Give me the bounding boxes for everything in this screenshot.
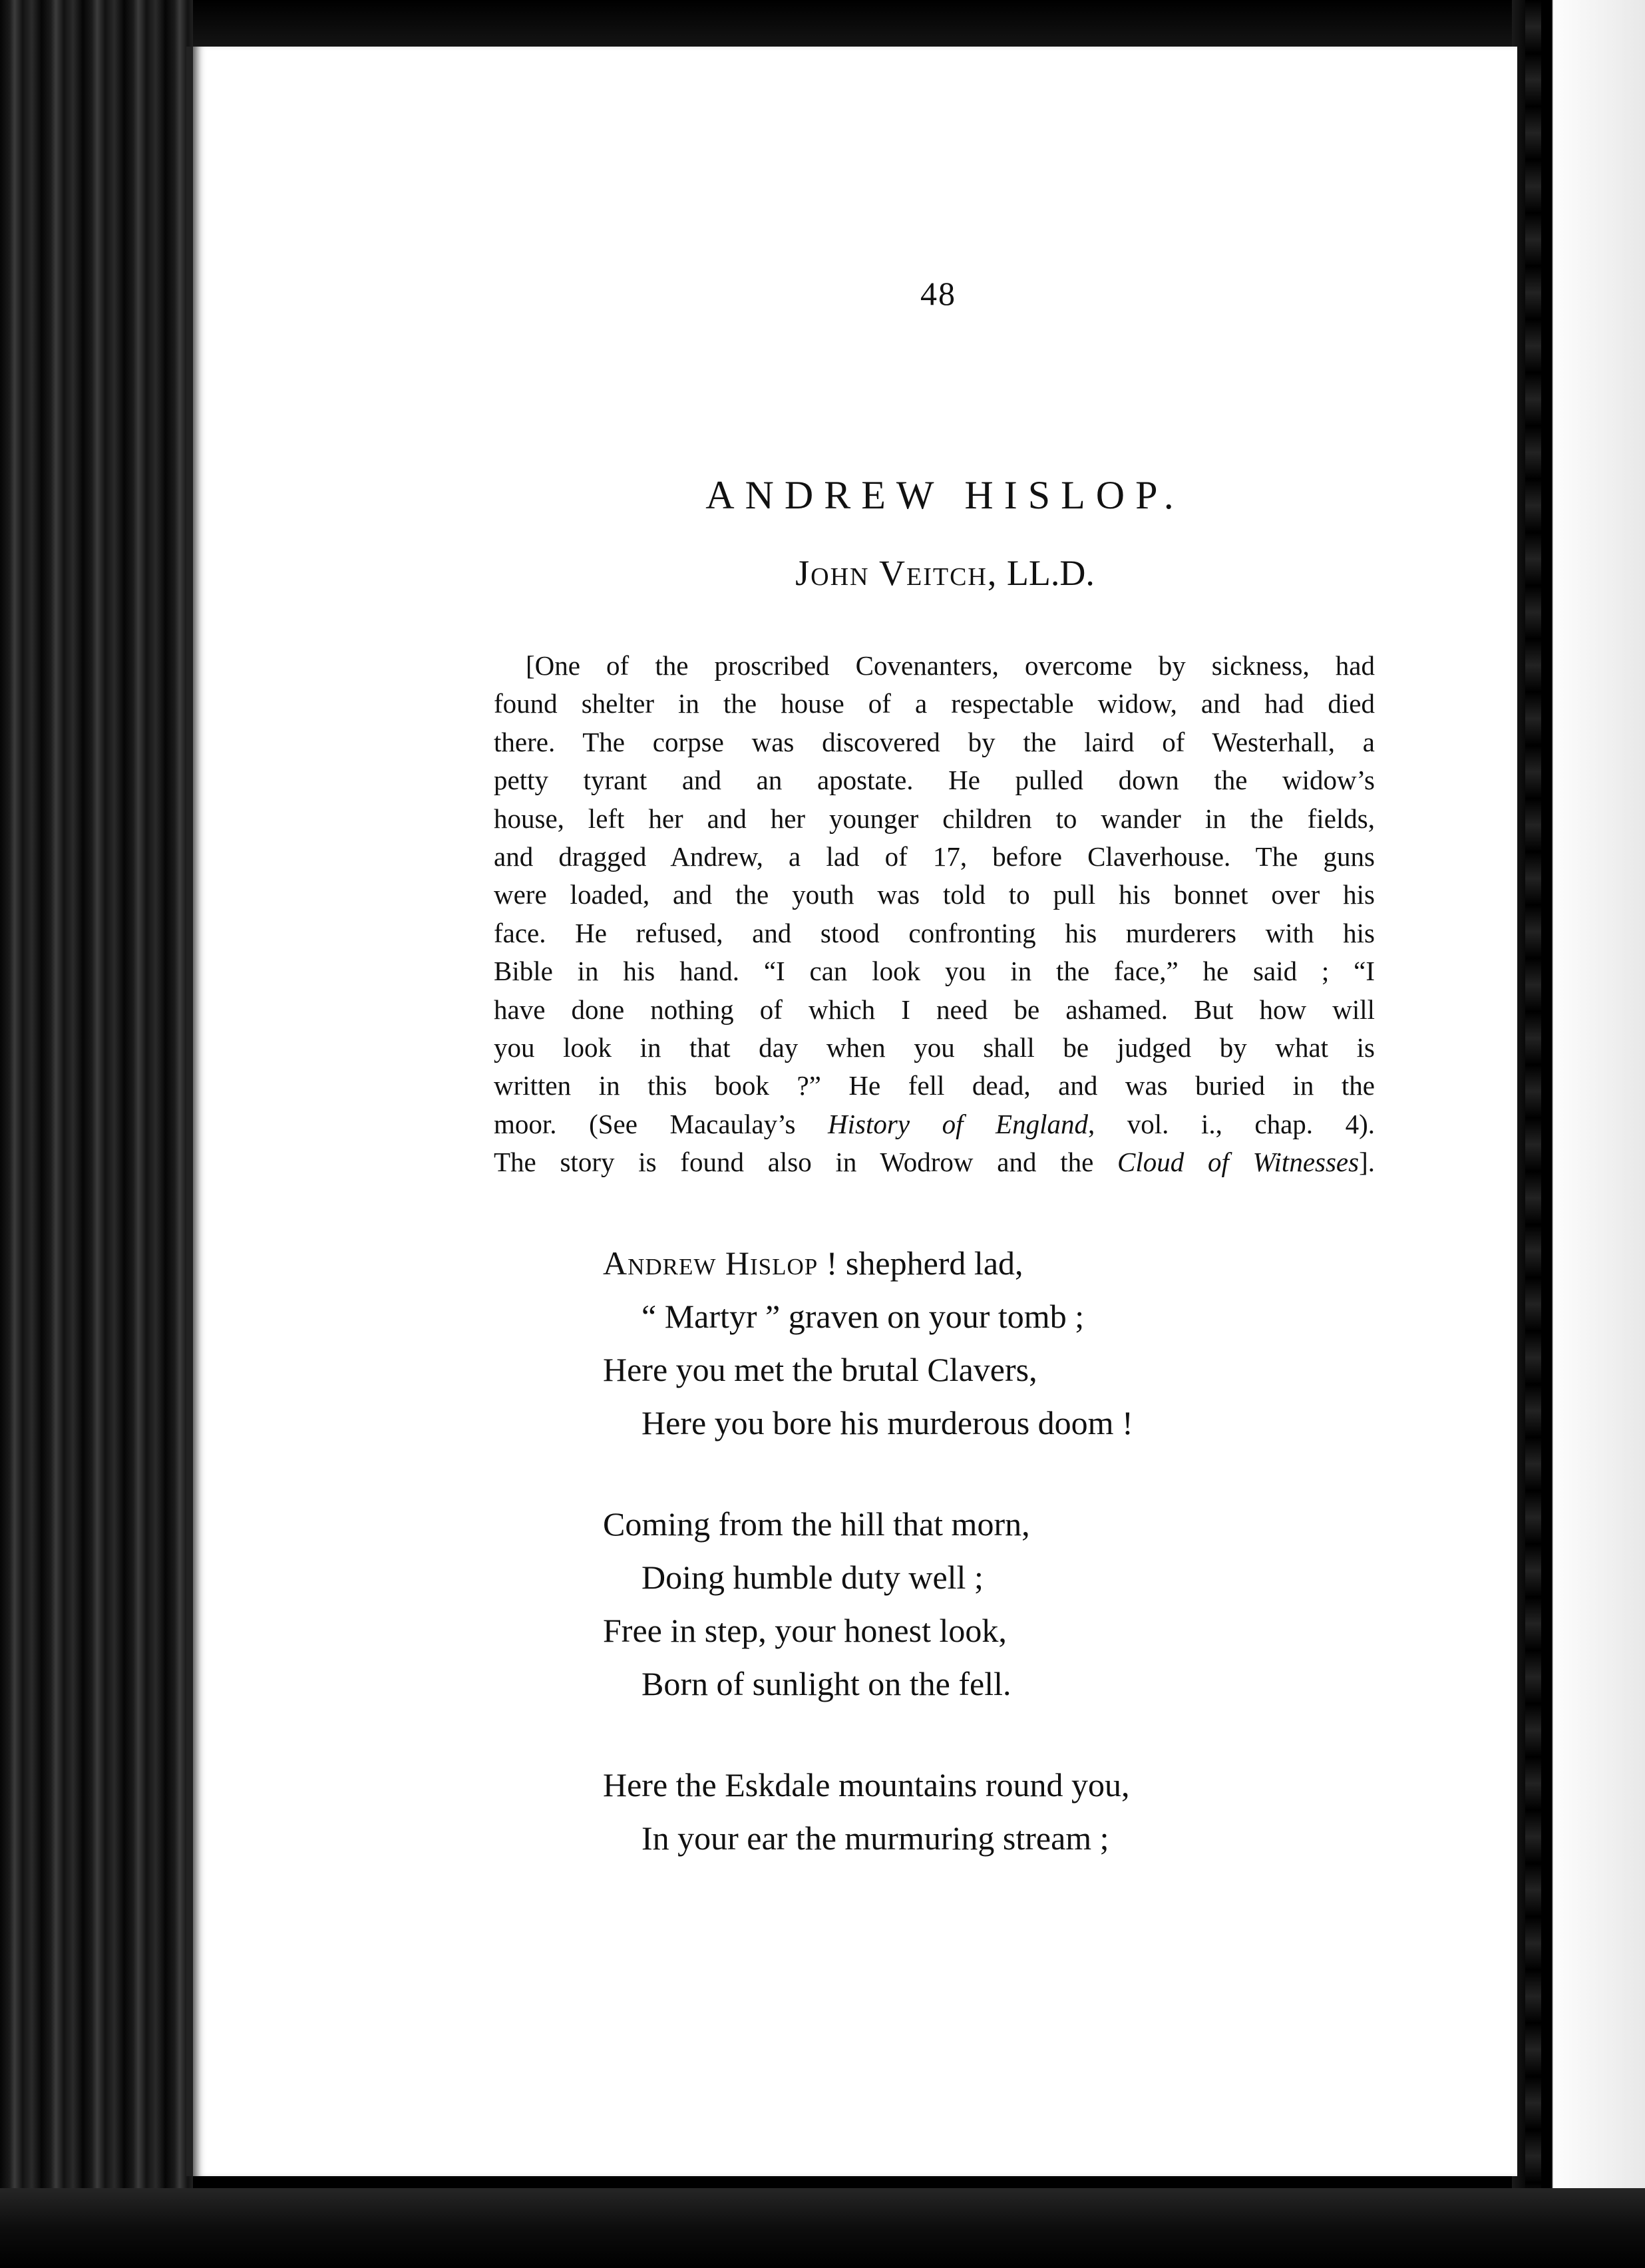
binding-strip — [1525, 0, 1541, 2268]
intro-line — [494, 1105, 1375, 1143]
intro-line: you look in that day when you shall be judged by what is — [494, 1032, 1375, 1063]
intro-line: have done nothing of which I need be ashamed. But how will — [494, 994, 1375, 1025]
verse-line — [603, 1236, 1335, 1290]
verse-line: Here the Eskdale mountains round you, — [603, 1766, 1130, 1803]
book-right-edge — [1512, 0, 1645, 2268]
intro-line: house, left her and her younger children to wander in the fields, — [494, 803, 1375, 834]
verse-line: Free in step, your honest look, — [603, 1612, 1007, 1649]
author-line — [665, 552, 1224, 594]
intro-line: face. He refused, and stood confronting his murderers with his — [494, 917, 1375, 948]
intro-line: there. The corpse was discovered by the laird of Westerhall, a — [494, 726, 1375, 757]
intro-line: written in this book ?” He fell dead, and was buried in the — [494, 1070, 1375, 1101]
verse-line: “ Martyr ” graven on your tomb ; — [641, 1298, 1085, 1335]
poem-title: ANDREW HISLOP. — [705, 473, 1185, 517]
verse-line: Doing humble duty well ; — [641, 1559, 984, 1596]
author-degree: LL.D. — [1006, 553, 1095, 593]
verse-line: Here you met the brutal Clavers, — [603, 1351, 1037, 1388]
scan-bottom-edge — [0, 2188, 1645, 2268]
stanza — [603, 1236, 1335, 1449]
scan-top-edge — [0, 0, 1645, 53]
verse-line: In your ear the murmuring stream ; — [641, 1819, 1109, 1857]
intro-line: were loaded, and the youth was told to pull his bonnet over his — [494, 879, 1375, 910]
intro-text: , vol. i., chap. 4). — [1087, 1108, 1375, 1139]
book-left-edge — [0, 0, 193, 2268]
intro-text: ]. — [1359, 1147, 1375, 1178]
author-name: John Veitch, — [795, 553, 998, 593]
intro-line: found shelter in the house of a respectable widow, and had died — [494, 688, 1375, 719]
intro-line — [494, 1143, 1375, 1181]
book-title-italic: Cloud of Witnesses — [1117, 1147, 1360, 1178]
poem-body — [603, 1236, 1335, 1913]
verse-line: Here you bore his murderous doom ! — [641, 1404, 1133, 1441]
intro-text: moor. (See Macaulay’s — [494, 1108, 828, 1139]
stanza — [603, 1758, 1335, 1865]
poem-name-smallcaps: Andrew Hislop — [603, 1244, 819, 1282]
stanza — [603, 1497, 1335, 1710]
intro-line: Bible in his hand. “I can look you in the face,” he said ; “I — [494, 956, 1375, 987]
verse-text: ! shepherd lad, — [818, 1244, 1023, 1282]
verse-line: Born of sunlight on the fell. — [641, 1665, 1011, 1702]
book-title-italic: History of England — [828, 1108, 1088, 1139]
verse-line: Coming from the hill that morn, — [603, 1505, 1030, 1543]
intro-line: [One of the proscribed Covenanters, overcome by sickness, had — [526, 650, 1375, 681]
intro-text: The story is found also in Wodrow and the — [494, 1147, 1118, 1178]
intro-paragraph — [494, 647, 1375, 1182]
intro-line: and dragged Andrew, a lad of 17, before Claverhouse. The guns — [494, 841, 1375, 872]
intro-line: petty tyrant and an apostate. He pulled down the widow’s — [494, 765, 1375, 796]
page-number: 48 — [920, 275, 956, 312]
